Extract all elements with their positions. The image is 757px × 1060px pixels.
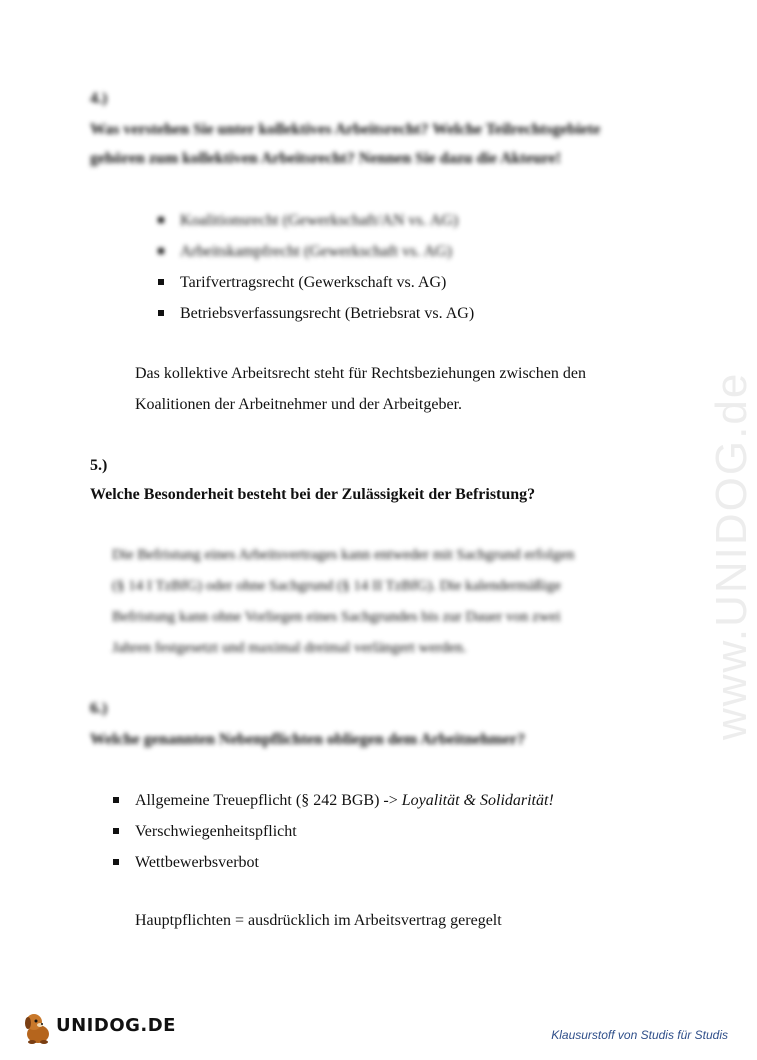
question-4-bullet-list (158, 205, 474, 329)
list-item: Tarifvertragsrecht (Gewerkschaft vs. AG) (158, 267, 474, 298)
question-4-line-2: gehören zum kollektiven Arbeitsrecht? Nennen Sie dazu die Akteure! (90, 150, 562, 167)
unidog-logo (20, 1010, 180, 1050)
question-5-text: Welche Besonderheit besteht bei der Zulässigkeit der Befristung? (90, 486, 536, 503)
list-item: Wettbewerbsverbot (113, 847, 554, 878)
dog-mascot-icon (20, 1010, 56, 1046)
bullet-square-icon (113, 828, 119, 834)
question-6-note: Hauptpflichten = ausdrücklich im Arbeitsvertrag geregelt (135, 912, 502, 929)
bullet-square-icon (113, 859, 119, 865)
bullet-square-icon (158, 310, 164, 316)
question-4-paragraph: Das kollektive Arbeitsrecht steht für Rechtsbeziehungen zwischen den Koalitionen der Arbeitnehmer und der Arbeitgeber. (135, 365, 586, 413)
question-4-number: 4.) (90, 90, 108, 107)
list-item: Betriebsverfassungsrecht (Betriebsrat vs. AG) (158, 298, 474, 329)
list-item: Arbeitskampfrecht (Gewerkschaft vs. AG) (158, 236, 474, 267)
question-6-text: Welche genannten Nebenpflichten obliegen dem Arbeitnehmer? (90, 731, 526, 748)
list-item: Verschwiegenheitspflicht (113, 816, 554, 847)
bullet-square-icon (158, 217, 164, 223)
logo-text: UNIDOG.DE (56, 1015, 176, 1036)
question-6-bullet-list (113, 785, 554, 878)
bullet-square-icon (113, 797, 119, 803)
footer-tagline: Klausurstoff von Studis für Studis (551, 1028, 728, 1042)
list-item: Koalitionsrecht (Gewerkschaft/AN vs. AG) (158, 205, 474, 236)
question-6-number: 6.) (90, 700, 108, 717)
question-5-number: 5.) (90, 457, 108, 474)
question-5-answer: Die Befristung eines Arbeitsvertrages kann entweder mit Sachgrund erfolgen (§ 14 I TzBfG) oder ohne Sachgrund (§ 14 II TzBfG). Die kalendermäßige Befristung kann ohne Vorliegen eines Sachgrundes bis zur Dauer von zwei Jahren festgesetzt und maximal dreimal verlängert werden. (112, 547, 575, 656)
bullet-square-icon (158, 248, 164, 254)
bullet-square-icon (158, 279, 164, 285)
question-4-text (90, 115, 690, 173)
list-item: Allgemeine Treuepflicht (§ 242 BGB) -> Loyalität & Solidarität! (113, 785, 554, 816)
watermark: www.UNIDOG.de (707, 371, 756, 740)
question-4-line-1: Was verstehen Sie unter kollektives Arbeitsrecht? Welche Teilrechtsgebiete (90, 121, 601, 138)
